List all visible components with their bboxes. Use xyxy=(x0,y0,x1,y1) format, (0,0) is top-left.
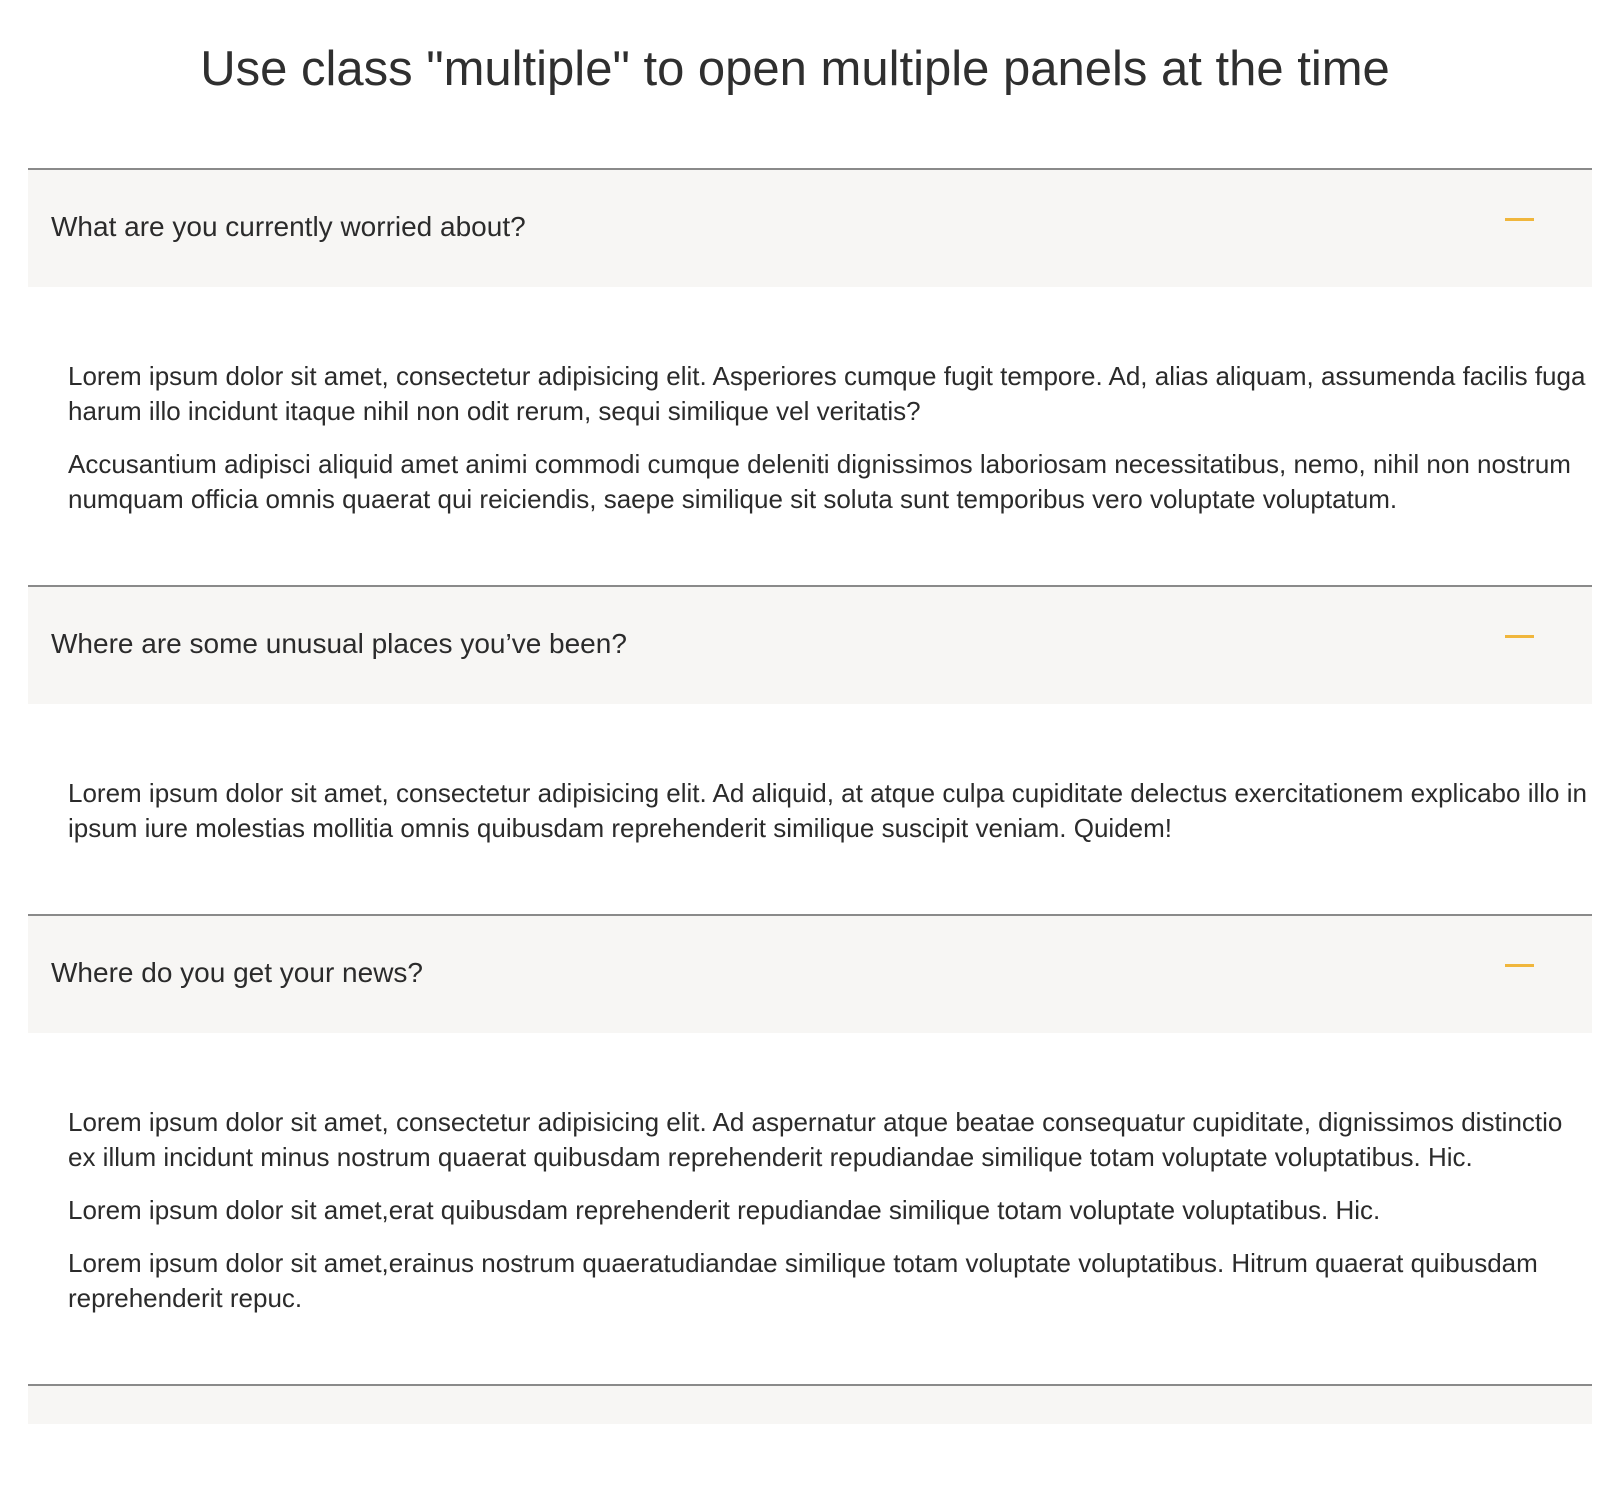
panel-question: Where do you get your news? xyxy=(51,957,423,988)
accordion-panel xyxy=(28,168,1592,585)
next-panel-header[interactable] xyxy=(28,1384,1592,1424)
panel-question: What are you currently worried about? xyxy=(51,211,526,242)
accordion-panel xyxy=(28,914,1592,1384)
panel-paragraph: Lorem ipsum dolor sit amet,erat quibusdam reprehenderit repudiandae similique totam voluptate voluptatibus. Hic. xyxy=(68,1195,1381,1225)
panel-paragraph: Lorem ipsum dolor sit amet, consectetur adipisicing elit. Ad aspernatur atque beatae consequatur cupiditate, dignissimos distinctio ex illum incidunt minus nostrum quaerat quibusdam reprehenderit repudiandae similique totam voluptate voluptatibus. Hic. xyxy=(68,1107,1563,1172)
panel-content xyxy=(28,287,1592,585)
panel-content xyxy=(28,1033,1592,1384)
panel-paragraph: Lorem ipsum dolor sit amet, consectetur adipisicing elit. Asperiores cumque fugit tempore. Ad, alias aliquam, assumenda facilis fuga harum illo incidunt itaque nihil non odit rerum, sequi similique vel veritatis? xyxy=(68,361,1586,426)
panel-paragraph: Lorem ipsum dolor sit amet, consectetur adipisicing elit. Ad aliquid, at atque culpa cupiditate delectus exercitationem explicabo illo in ipsum iure molestias mollitia omnis quibusdam reprehenderit similique suscipit veniam. Quidem! xyxy=(68,778,1587,843)
panel-header-unusual-places[interactable] xyxy=(28,587,1592,704)
panel-header-news[interactable] xyxy=(28,916,1592,1033)
accordion xyxy=(28,168,1592,1424)
minus-icon[interactable] xyxy=(1505,964,1534,967)
minus-icon[interactable] xyxy=(1505,218,1534,221)
panel-paragraph: Lorem ipsum dolor sit amet,erainus nostrum quaeratudiandae similique totam voluptate voluptatibus. Hitrum quaerat quibusdam reprehenderit repuc. xyxy=(68,1248,1538,1313)
panel-question: Where are some unusual places you’ve been? xyxy=(51,628,627,659)
page-title: Use class "multiple" to open multiple panels at the time xyxy=(200,42,1390,96)
minus-icon[interactable] xyxy=(1505,635,1534,638)
accordion-panel xyxy=(28,585,1592,914)
panel-content xyxy=(28,704,1592,914)
panel-header-worried[interactable] xyxy=(28,170,1592,287)
panel-paragraph: Accusantium adipisci aliquid amet animi commodi cumque deleniti dignissimos laboriosam necessitatibus, nemo, nihil non nostrum numquam officia omnis quaerat qui reiciendis, saepe similique sit soluta sunt temporibus vero voluptate voluptatum. xyxy=(68,449,1571,514)
